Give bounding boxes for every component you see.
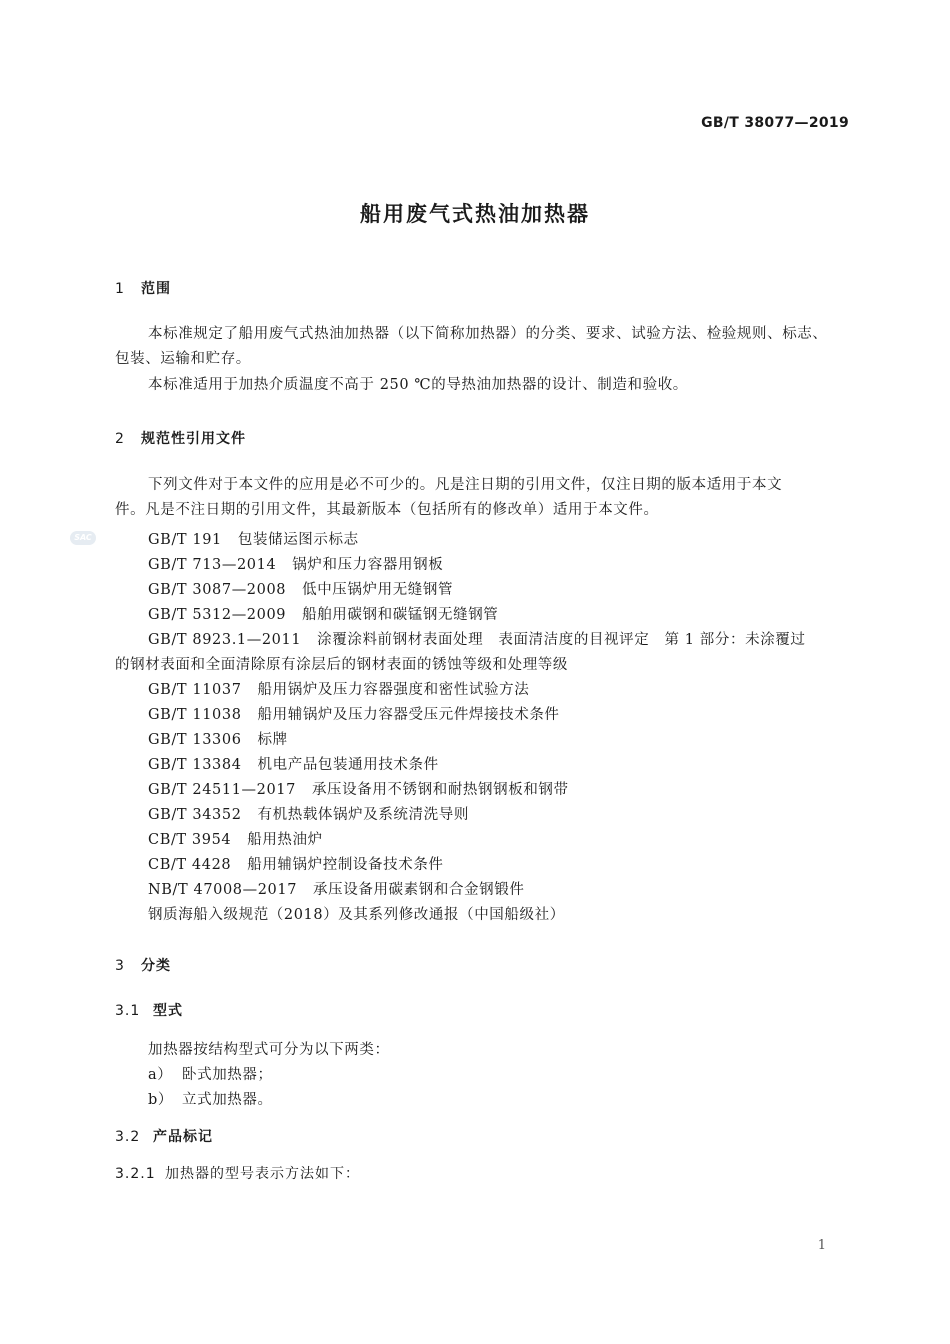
- document-title: 船用废气式热油加热器: [360, 202, 590, 226]
- text-line: 本标准规定了船用废气式热油加热器（以下简称加热器）的分类、要求、试验方法、检验规则、标志、: [148, 326, 828, 342]
- section-3-2-1-heading: [115, 1163, 360, 1183]
- text-line: 本标准适用于加热介质温度不高于 250 ℃的导热油加热器的设计、制造和验收。: [148, 377, 688, 393]
- ref-code: GB/T 34352: [148, 807, 242, 823]
- reference-item-continuation: 的钢材表面和全面清除原有涂层后的钢材表面的锈蚀等级和处理等级: [115, 657, 568, 673]
- ref-code: GB/T 191: [148, 532, 222, 548]
- section-title: 产品标记: [153, 1129, 213, 1145]
- ref-code: CB/T 4428: [148, 857, 232, 873]
- reference-item: [148, 678, 529, 699]
- standard-code: GB/T 38077—2019: [701, 115, 849, 131]
- section-title: 范围: [141, 281, 171, 297]
- ref-code: NB/T 47008—2017: [148, 882, 298, 898]
- ref-title: 锅炉和压力容器用钢板: [292, 557, 444, 573]
- section-3-2-heading: [115, 1126, 213, 1146]
- section-2-intro: [115, 473, 850, 523]
- reference-item: [148, 703, 560, 724]
- ref-title: 船用辅锅炉控制设备技术条件: [247, 857, 444, 873]
- section-1-paragraph-2: [115, 373, 850, 398]
- section-title: 分类: [141, 958, 171, 974]
- reference-item: [148, 878, 524, 899]
- ref-title: 机电产品包装通用技术条件: [257, 757, 439, 773]
- sac-watermark-logo: SAC: [70, 531, 96, 545]
- ref-title: 船用热油炉: [247, 832, 323, 848]
- page-number: 1: [817, 1238, 826, 1253]
- section-2-heading: [115, 428, 246, 448]
- ref-title: 船舶用碳钢和碳锰钢无缝钢管: [302, 607, 499, 623]
- reference-item: [148, 753, 439, 774]
- section-number: 3.1: [115, 1003, 141, 1019]
- reference-item: 钢质海船入级规范（2018）及其系列修改通报（中国船级社）: [148, 907, 565, 923]
- ref-code: GB/T 13306: [148, 732, 242, 748]
- section-title: 型式: [153, 1003, 183, 1019]
- ref-title: 标牌: [257, 732, 288, 748]
- ref-title: 低中压锅炉用无缝钢管: [302, 582, 454, 598]
- section-1-paragraph-1: [115, 322, 850, 372]
- reference-item: [148, 628, 806, 649]
- section-number: 3.2: [115, 1129, 141, 1145]
- reference-item: [148, 578, 453, 599]
- ref-title: 船用锅炉及压力容器强度和密性试验方法: [257, 682, 530, 698]
- section-number: 2: [115, 431, 125, 447]
- section-title: 规范性引用文件: [141, 431, 246, 447]
- reference-item: [148, 828, 323, 849]
- section-3-1-intro: 加热器按结构型式可分为以下两类：: [148, 1042, 390, 1058]
- ref-code: GB/T 3087—2008: [148, 582, 287, 598]
- list-text: 卧式加热器；: [182, 1067, 273, 1083]
- section-3-1-heading: [115, 1000, 183, 1020]
- reference-item: [148, 528, 359, 549]
- ref-title: 包装储运图示标志: [237, 532, 359, 548]
- list-marker: b）: [148, 1092, 173, 1108]
- ref-code: GB/T 8923.1—2011: [148, 632, 302, 648]
- text-line: 包装、运输和贮存。: [115, 351, 251, 367]
- text-line: 下列文件对于本文件的应用是必不可少的。凡是注日期的引用文件，仅注日期的版本适用于本文: [148, 477, 783, 493]
- ref-code: CB/T 3954: [148, 832, 232, 848]
- reference-item: [148, 853, 444, 874]
- text-line: 件。凡是不注日期的引用文件，其最新版本（包括所有的修改单）适用于本文件。: [115, 502, 659, 518]
- reference-item: [148, 728, 288, 749]
- list-marker: a）: [148, 1067, 173, 1083]
- ref-code: GB/T 24511—2017: [148, 782, 296, 798]
- list-item: [148, 1063, 273, 1084]
- ref-title: 船用辅锅炉及压力容器受压元件焊接技术条件: [257, 707, 560, 723]
- ref-code: GB/T 11037: [148, 682, 242, 698]
- reference-item: [148, 553, 443, 574]
- ref-code: GB/T 713—2014: [148, 557, 277, 573]
- ref-title: 承压设备用不锈钢和耐热钢钢板和钢带: [311, 782, 569, 798]
- ref-code: GB/T 11038: [148, 707, 242, 723]
- section-number: 3.2.1: [115, 1166, 156, 1182]
- ref-title: 涂覆涂料前钢材表面处理 表面清洁度的目视评定 第 1 部分：未涂覆过: [317, 632, 806, 648]
- section-number: 1: [115, 281, 125, 297]
- ref-code: GB/T 5312—2009: [148, 607, 287, 623]
- ref-title: 有机热载体锅炉及系统清洗导则: [257, 807, 469, 823]
- section-1-heading: [115, 278, 171, 298]
- section-number: 3: [115, 958, 125, 974]
- reference-item: [148, 603, 498, 624]
- reference-item: [148, 803, 469, 824]
- section-text: 加热器的型号表示方法如下：: [165, 1166, 360, 1182]
- ref-title: 承压设备用碳素钢和合金钢锻件: [313, 882, 525, 898]
- list-item: [148, 1088, 273, 1109]
- ref-code: GB/T 13384: [148, 757, 242, 773]
- list-text: 立式加热器。: [182, 1092, 273, 1108]
- reference-item: [148, 778, 569, 799]
- section-3-heading: [115, 955, 171, 975]
